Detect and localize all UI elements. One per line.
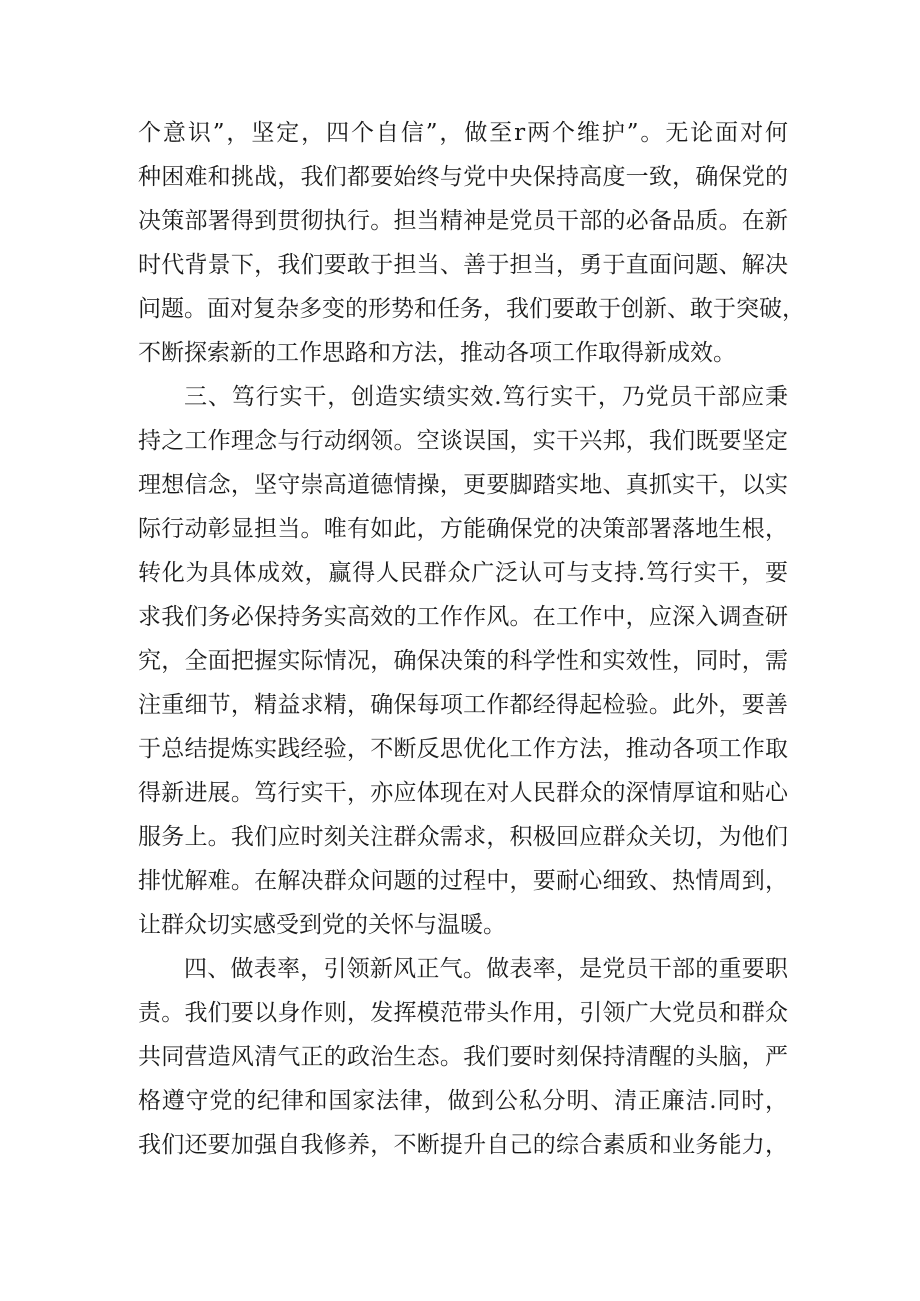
- text-line-3: 决策部署得到贯彻执行。担当精神是党员干部的必备品质。在新: [138, 208, 788, 234]
- text-line-22: 共同营造风清气正的政治生态。我们要时刻保持清醒的头脑，严: [138, 1044, 788, 1070]
- text-line-1: 个意识”，坚定，四个自信”，做至r两个维护”。无论面对何: [138, 120, 788, 146]
- text-line-9: 理想信念，坚守崇高道德情操，更要脚踏实地、真抓实干，以实: [138, 472, 788, 498]
- text-line-2: 种困难和挑战，我们都要始终与党中央保持高度一致，确保党的: [138, 164, 788, 190]
- text-line-21: 责。我们要以身作则，发挥模范带头作用，引领广大党员和群众: [138, 1000, 788, 1026]
- text-line-23: 格遵守党的纪律和国家法律，做到公私分明、清正廉洁.同时，: [138, 1088, 788, 1114]
- section-three-heading-line: 三、笃行实干，创造实绩实效.笃行实干，乃党员干部应秉: [184, 384, 788, 410]
- text-line-18: 排忧解难。在解决群众问题的过程中，要耐心细致、热情周到，: [138, 868, 788, 894]
- section-four-heading-line: 四、做表率，引领新风正气。做表率，是党员干部的重要职: [184, 956, 788, 982]
- text-line-11: 转化为具体成效，赢得人民群众广泛认可与支持.笃行实干，要: [138, 560, 788, 586]
- text-line-10: 际行动彰显担当。唯有如此，方能确保党的决策部署落地生根，: [138, 516, 788, 542]
- text-line-12: 求我们务必保持务实高效的工作作风。在工作中，应深入调查研: [138, 604, 788, 630]
- text-line-13: 究，全面把握实际情况，确保决策的科学性和实效性，同时，需: [138, 648, 788, 674]
- text-line-8: 持之工作理念与行动纲领。空谈误国，实干兴邦，我们既要坚定: [138, 428, 788, 454]
- text-line-5: 问题。面对复杂多变的形势和任务，我们要敢于创新、敢于突破，: [138, 296, 805, 322]
- text-line-17: 服务上。我们应时刻关注群众需求，积极回应群众关切，为他们: [138, 824, 788, 850]
- text-line-6: 不断探索新的工作思路和方法，推动各项工作取得新成效。: [138, 340, 736, 366]
- text-line-16: 得新进展。笃行实干，亦应体现在对人民群众的深情厚谊和贴心: [138, 780, 788, 806]
- text-line-19: 让群众切实感受到党的关怀与温暖。: [138, 912, 506, 938]
- text-line-4: 时代背景下，我们要敢于担当、善于担当，勇于直面问题、解决: [138, 252, 788, 278]
- text-line-15: 于总结提炼实践经验，不断反思优化工作方法，推动各项工作取: [138, 736, 788, 762]
- text-line-14: 注重细节，精益求精，确保每项工作都经得起检验。此外，要善: [138, 692, 788, 718]
- text-line-24: 我们还要加强自我修养，不断提升自己的综合素质和业务能力，: [138, 1132, 788, 1158]
